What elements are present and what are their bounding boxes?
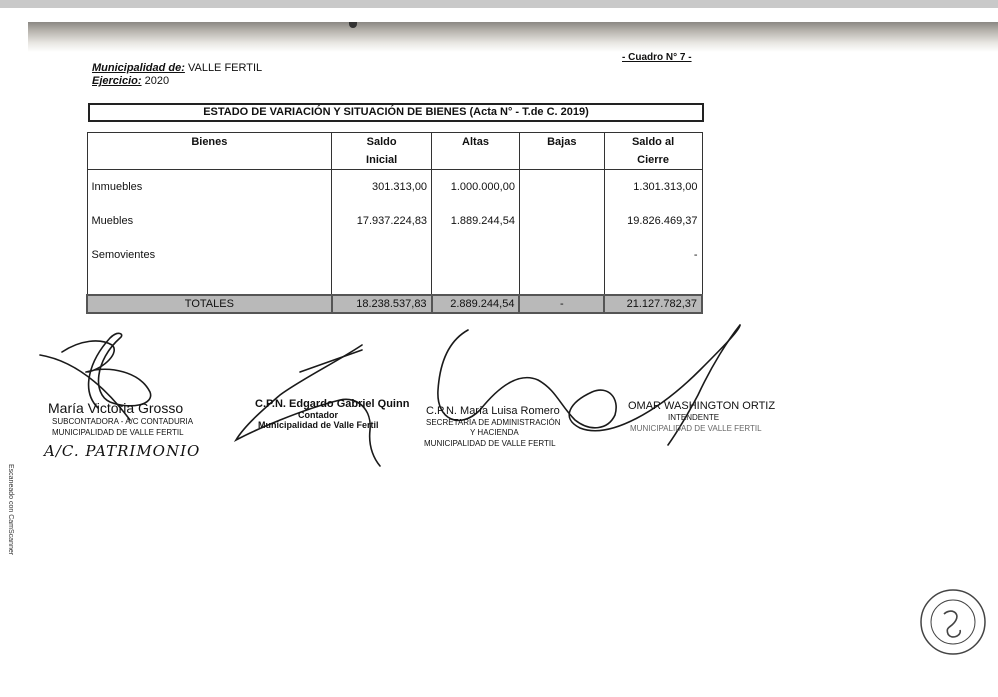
municipality-label: Municipalidad de: [92,62,185,74]
signature-3-name: C.P.N. María Luisa Romero [426,405,560,417]
header-bajas: Bajas [519,133,604,170]
cell-saldo-cierre: - [604,238,702,272]
totals-saldo-inicial: 18.238.537,83 [332,295,432,313]
signature-4-name: OMAR WASHINGTON ORTIZ [628,400,776,412]
cell-bien: Inmuebles [87,170,332,205]
header-bienes: Bienes [87,133,332,170]
cell-altas: 1.889.244,54 [432,204,520,238]
totals-bajas: - [519,295,604,313]
cell-bien: Muebles [87,204,332,238]
header-altas: Altas [432,133,520,170]
cell-saldo-inicial: 301.313,00 [332,170,432,205]
signature-2-org: Municipalidad de Valle Fertil [258,420,379,430]
municipality-value: VALLE FERTIL [187,62,263,74]
header-saldo-inicial: Saldo Inicial [332,133,432,170]
exercise-value: 2020 [144,75,170,87]
signature-1-stroke [62,333,151,408]
cell-saldo-cierre: 19.826.469,37 [604,204,702,238]
signature-3-org: MUNICIPALIDAD DE VALLE FERTIL [424,439,556,448]
header-saldo-cierre: Saldo al Cierre [604,133,702,170]
signature-1-name: María Victoria Grosso [48,400,184,416]
signature-4-title: INTENDENTE [668,413,720,422]
signature-1-handwritten-note: A/C. PATRIMONIO [44,442,201,460]
report-title: ESTADO DE VARIACIÓN Y SITUACIÓN DE BIENES (Acta N° - T.de C. 2019) [88,103,704,122]
totals-label: TOTALES [87,295,332,313]
signature-1-title: SUBCONTADORA - A/C CONTADURIA [52,417,194,426]
cell-bien: Semovientes [87,238,332,272]
cell-altas: 1.000.000,00 [432,170,520,205]
signature-1-org: MUNICIPALIDAD DE VALLE FERTIL [52,428,184,437]
signature-3-title: SECRETARIA DE ADMINISTRACIÓN [426,418,561,427]
signature-2-stroke [300,350,362,372]
cell-saldo-inicial: 17.937.224,83 [332,204,432,238]
signature-4-org: MUNICIPALIDAD DE VALLE FERTIL [630,424,762,433]
cell-saldo-cierre: 1.301.313,00 [604,170,702,205]
cuadro-number: - Cuadro N° 7 - [622,52,692,63]
signature-3-title-cont: Y HACIENDA [470,428,519,437]
scanner-note: Escaneado con CamScanner [7,464,14,556]
totals-saldo-cierre: 21.127.782,37 [604,295,702,313]
municipal-seal [921,590,985,654]
totals-altas: 2.889.244,54 [432,295,520,313]
signature-2-name: C.P.N. Edgardo Gabriel Quinn [255,398,410,410]
exercise-label: Ejercicio: [92,75,142,87]
signature-2-title: Contador [298,410,338,420]
